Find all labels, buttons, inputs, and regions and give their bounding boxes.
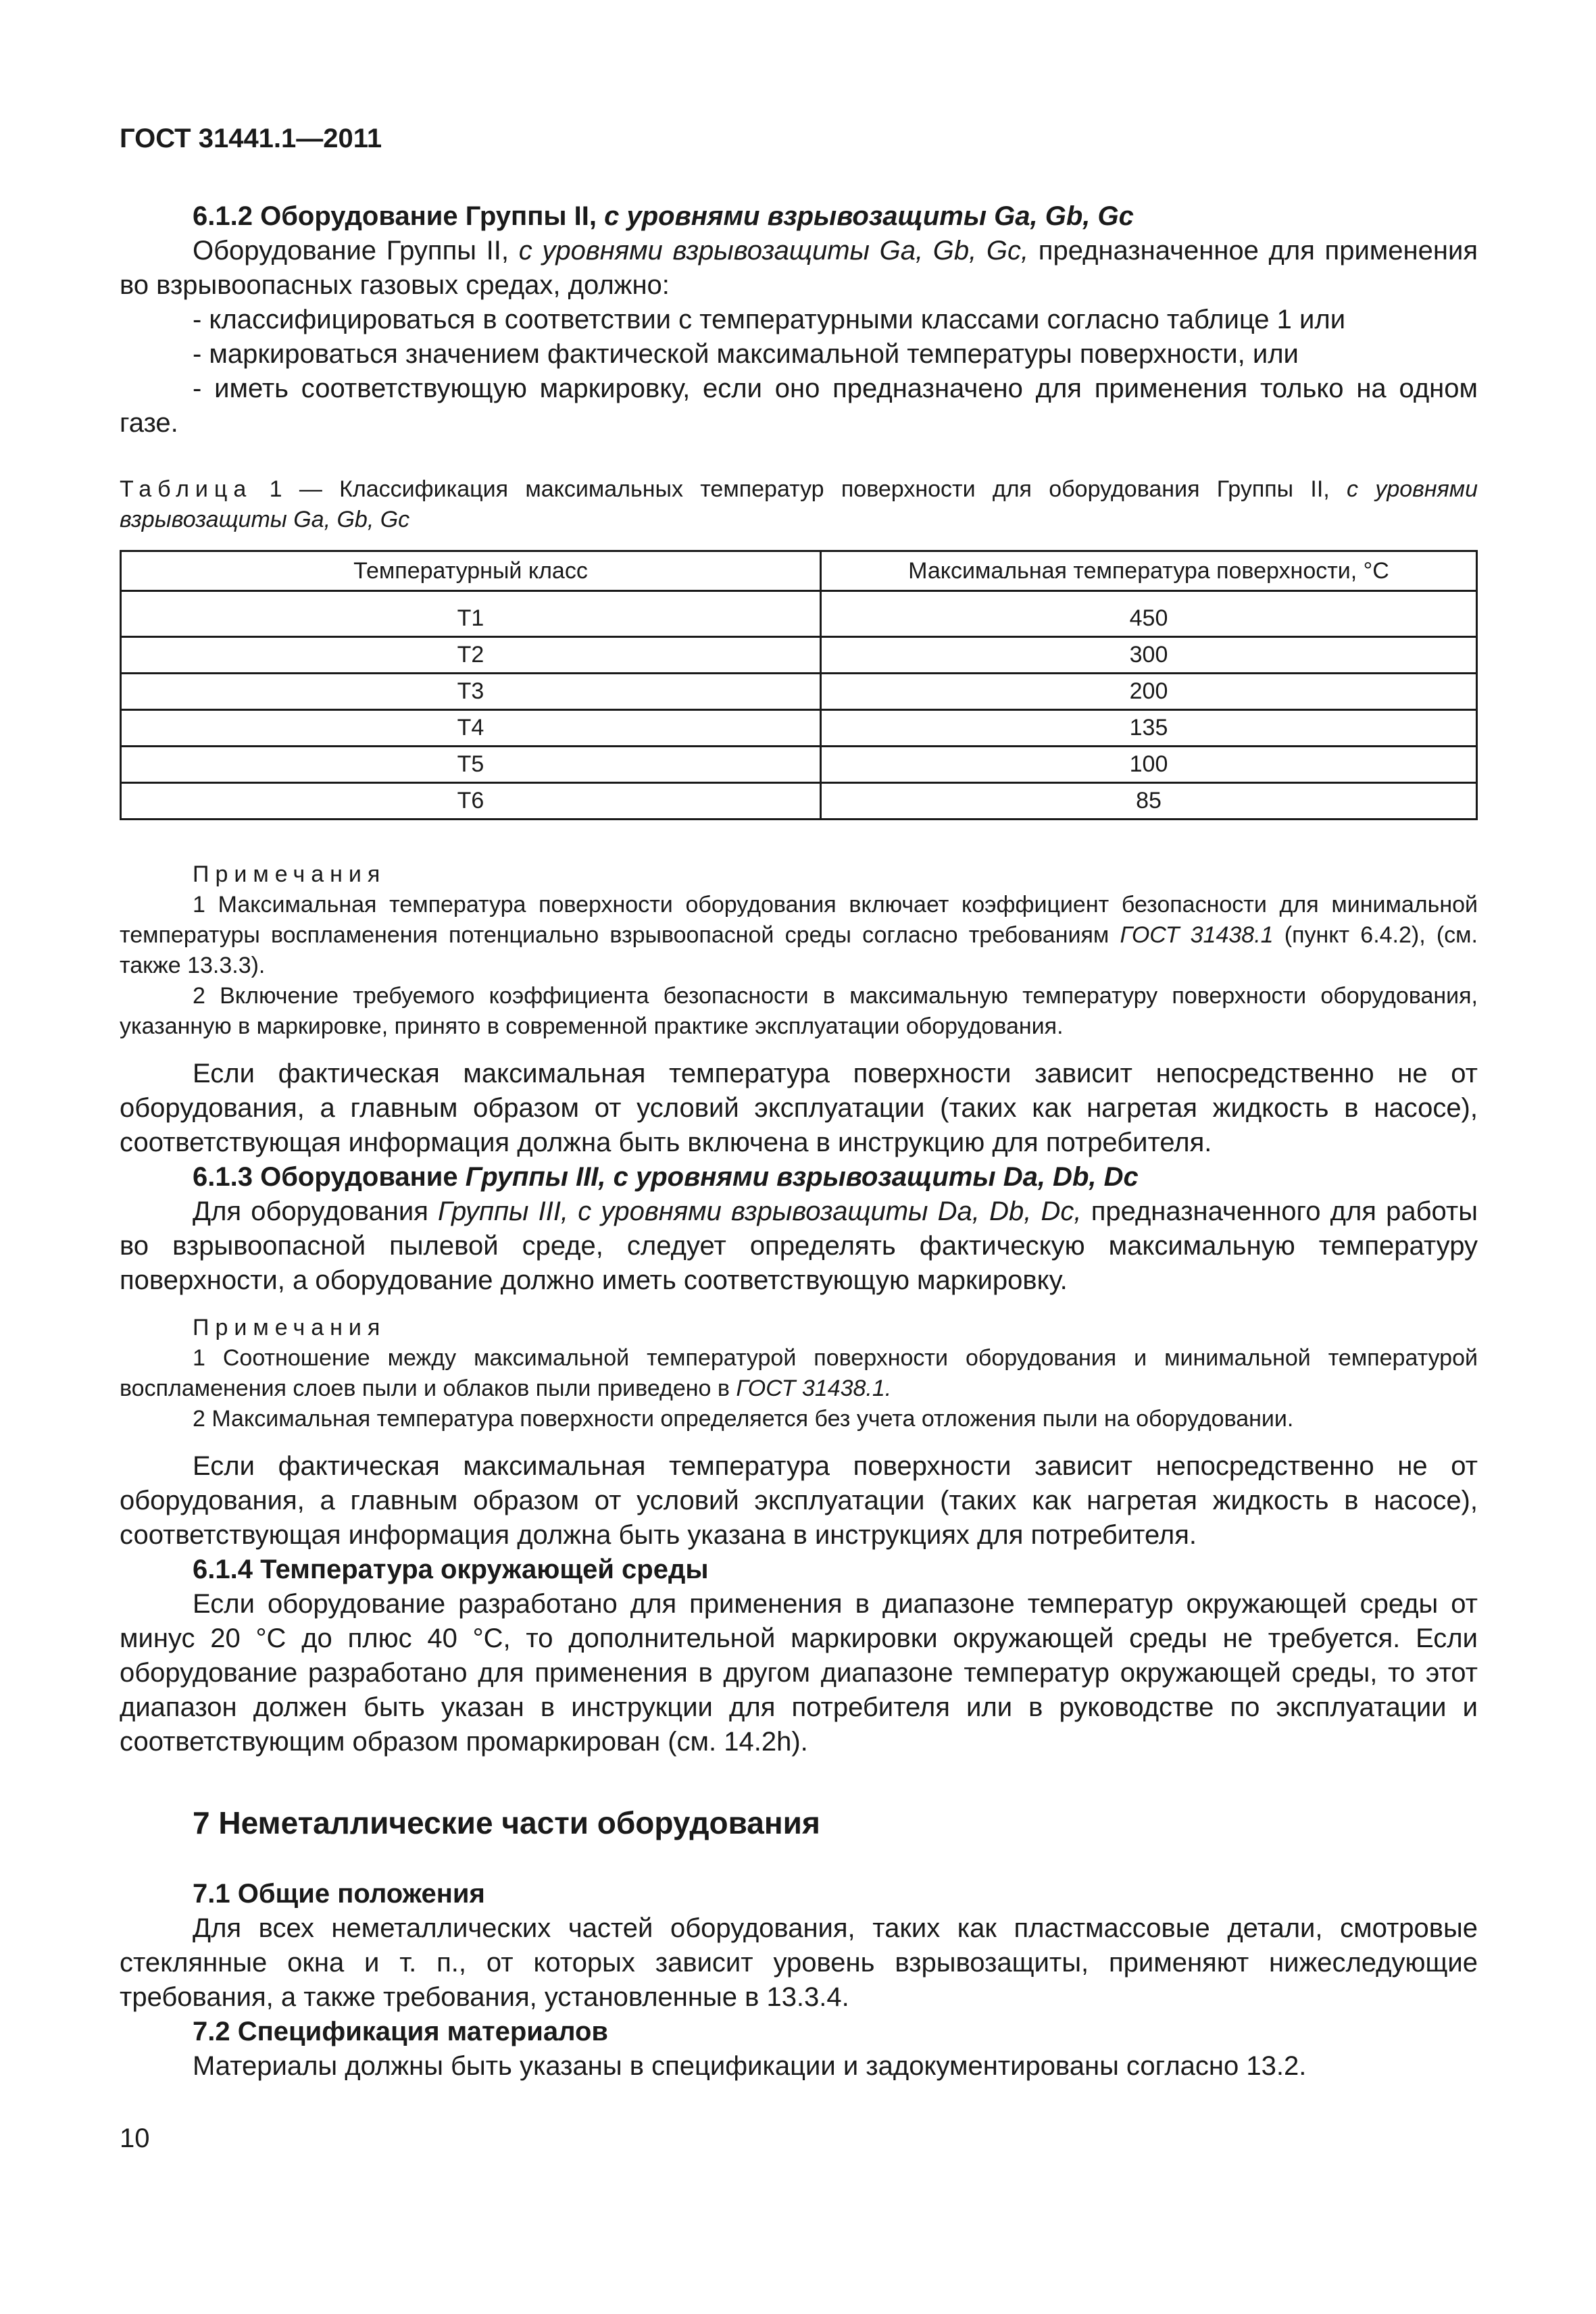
- table-cell: 300: [821, 637, 1477, 674]
- table-row: [121, 637, 1477, 674]
- heading-italic: с уровнями взрывозащиты Ga, Gb, Gc: [604, 201, 1134, 231]
- paragraph: Если фактическая максимальная температура поверхности зависит непосредственно не от оборудования, а главным образом от условий эксплуатации (таких как нагретая жидкость в насосе), соответствующая информация должна быть включена в инструкцию для потребителя.: [120, 1059, 1478, 1157]
- note-2: 2 Максимальная температура поверхности определяется без учета отложения пыли на оборудовании.: [193, 1406, 1294, 1432]
- note-text: (пункт 6.4.2), (см. также 13.3.3).: [120, 922, 1478, 978]
- section-6-1-4-heading: 6.1.4 Температура окружающей среды: [193, 1555, 709, 1584]
- table-cell: Т1: [121, 591, 821, 637]
- note-text: 1 Максимальная температура поверхности оборудования включает коэффициент безопасности для минимальной температуры воспламенения потенциально взрывоопасной среды согласно требованиям: [120, 892, 1478, 948]
- table-header-row: [121, 551, 1477, 591]
- table-row: [121, 747, 1477, 783]
- section-7-2-paragraph: Материалы должны быть указаны в спецификации и задокументированы согласно 13.2.: [193, 2051, 1307, 2081]
- table-cell: 85: [821, 783, 1477, 820]
- paragraph-italic: Группы III, с уровнями взрывозащиты Da, Db, Dc,: [438, 1197, 1082, 1226]
- note-italic: ГОСТ 31438.1.: [736, 1376, 892, 1401]
- section-6-1-3-heading: [120, 1160, 1478, 1194]
- page-number: 10: [120, 2123, 150, 2153]
- notes-title: Примечания: [193, 861, 386, 887]
- table-row: [121, 710, 1477, 747]
- paragraph-text: Для оборудования: [193, 1197, 439, 1226]
- paragraph-text: предназначенного для работы во взрывоопасной пылевой среде, следует определять фактическую максимальную температуру поверхности, а оборудование должно иметь соответствующую маркировку.: [120, 1197, 1478, 1295]
- note-text: 1 Соотношение между максимальной температурой поверхности оборудования и минимальной температурой воспламенения слоев пыли и облаков пыли приведено в: [120, 1345, 1478, 1401]
- note-1: [120, 890, 1478, 981]
- section-7-1-heading: 7.1 Общие положения: [193, 1879, 485, 1909]
- section-7-heading: 7 Неметаллические части оборудования: [193, 1805, 820, 1840]
- table-cell: 200: [821, 674, 1477, 710]
- section-6-1-2-heading: [120, 199, 1478, 234]
- table-cell: Т3: [121, 674, 821, 710]
- table-cell: Т6: [121, 783, 821, 820]
- table-cell: 100: [821, 747, 1477, 783]
- note-2: 2 Включение требуемого коэффициента безопасности в максимальную температуру поверхности оборудования, указанную в маркировке, принято в современной практике эксплуатации оборудования.: [120, 983, 1478, 1039]
- note-italic: ГОСТ 31438.1: [1120, 922, 1274, 948]
- table-row: [121, 783, 1477, 820]
- heading-text: 6.1.2 Оборудование Группы II,: [193, 201, 605, 231]
- document-body: [120, 199, 1478, 2084]
- heading-text: 6.1.3 Оборудование: [193, 1162, 466, 1192]
- caption-italic: с уровнями взрывозащиты Ga, Gb, Gc: [120, 476, 1478, 532]
- list-item: - иметь соответствующую маркировку, если оно предназначено для применения только на одном газе.: [120, 374, 1478, 438]
- temperature-class-table: [120, 550, 1478, 820]
- paragraph-text: предназначенное для применения во взрывоопасных газовых средах, должно:: [120, 236, 1478, 300]
- table-cell: Т4: [121, 710, 821, 747]
- table-cell: Т2: [121, 637, 821, 674]
- paragraph-italic: с уровнями взрывозащиты Ga, Gb, Gc,: [518, 236, 1029, 266]
- table-caption: [120, 474, 1478, 535]
- table-row: [121, 674, 1477, 710]
- caption-label: Таблица: [120, 476, 253, 502]
- section-7-2-heading: 7.2 Спецификация материалов: [193, 2017, 608, 2046]
- notes-title: Примечания: [193, 1315, 386, 1340]
- table-row: [121, 591, 1477, 637]
- note-1: [120, 1343, 1478, 1404]
- table-cell: Т5: [121, 747, 821, 783]
- document-header: ГОСТ 31441.1—2011: [120, 124, 382, 153]
- heading-italic: Группы III, с уровнями взрывозащиты Da, Db, Dc: [465, 1162, 1139, 1192]
- list-item: - классифицироваться в соответствии с температурными классами согласно таблице 1 или: [193, 305, 1346, 334]
- section-6-1-3-paragraph: [120, 1194, 1478, 1298]
- column-header-temperature: Максимальная температура поверхности, °С: [821, 551, 1477, 591]
- caption-text: 1 — Классификация максимальных температур поверхности для оборудования Группы II,: [252, 476, 1347, 502]
- section-6-1-2-paragraph: [120, 234, 1478, 303]
- table-cell: 450: [821, 591, 1477, 637]
- table-cell: 135: [821, 710, 1477, 747]
- paragraph-text: Оборудование Группы II,: [193, 236, 519, 266]
- paragraph: Если фактическая максимальная температура поверхности зависит непосредственно не от оборудования, а главным образом от условий эксплуатации (таких как нагретая жидкость в насосе), соответствующая информация должна быть указана в инструкциях для потребителя.: [120, 1451, 1478, 1550]
- section-6-1-4-paragraph: Если оборудование разработано для применения в диапазоне температур окружающей среды от минус 20 °С до плюс 40 °С, то дополнительной маркировки окружающей среды не требуется. Если оборудование разработано для применения в другом диапазоне температур окружающей среды, то этот диапазон должен быть указан в инструкции для потребителя или в руководстве по эксплуатации и соответствующим образом промаркирован (см. 14.2h).: [120, 1589, 1478, 1757]
- section-7-1-paragraph: Для всех неметаллических частей оборудования, таких как пластмассовые детали, смотровые стеклянные окна и т. п., от которых зависит уровень взрывозащиты, применяют нижеследующие требования, а также требования, установленные в 13.3.4.: [120, 1913, 1478, 2012]
- column-header-class: Температурный класс: [121, 551, 821, 591]
- list-item: - маркироваться значением фактической максимальной температуры поверхности, или: [193, 339, 1299, 369]
